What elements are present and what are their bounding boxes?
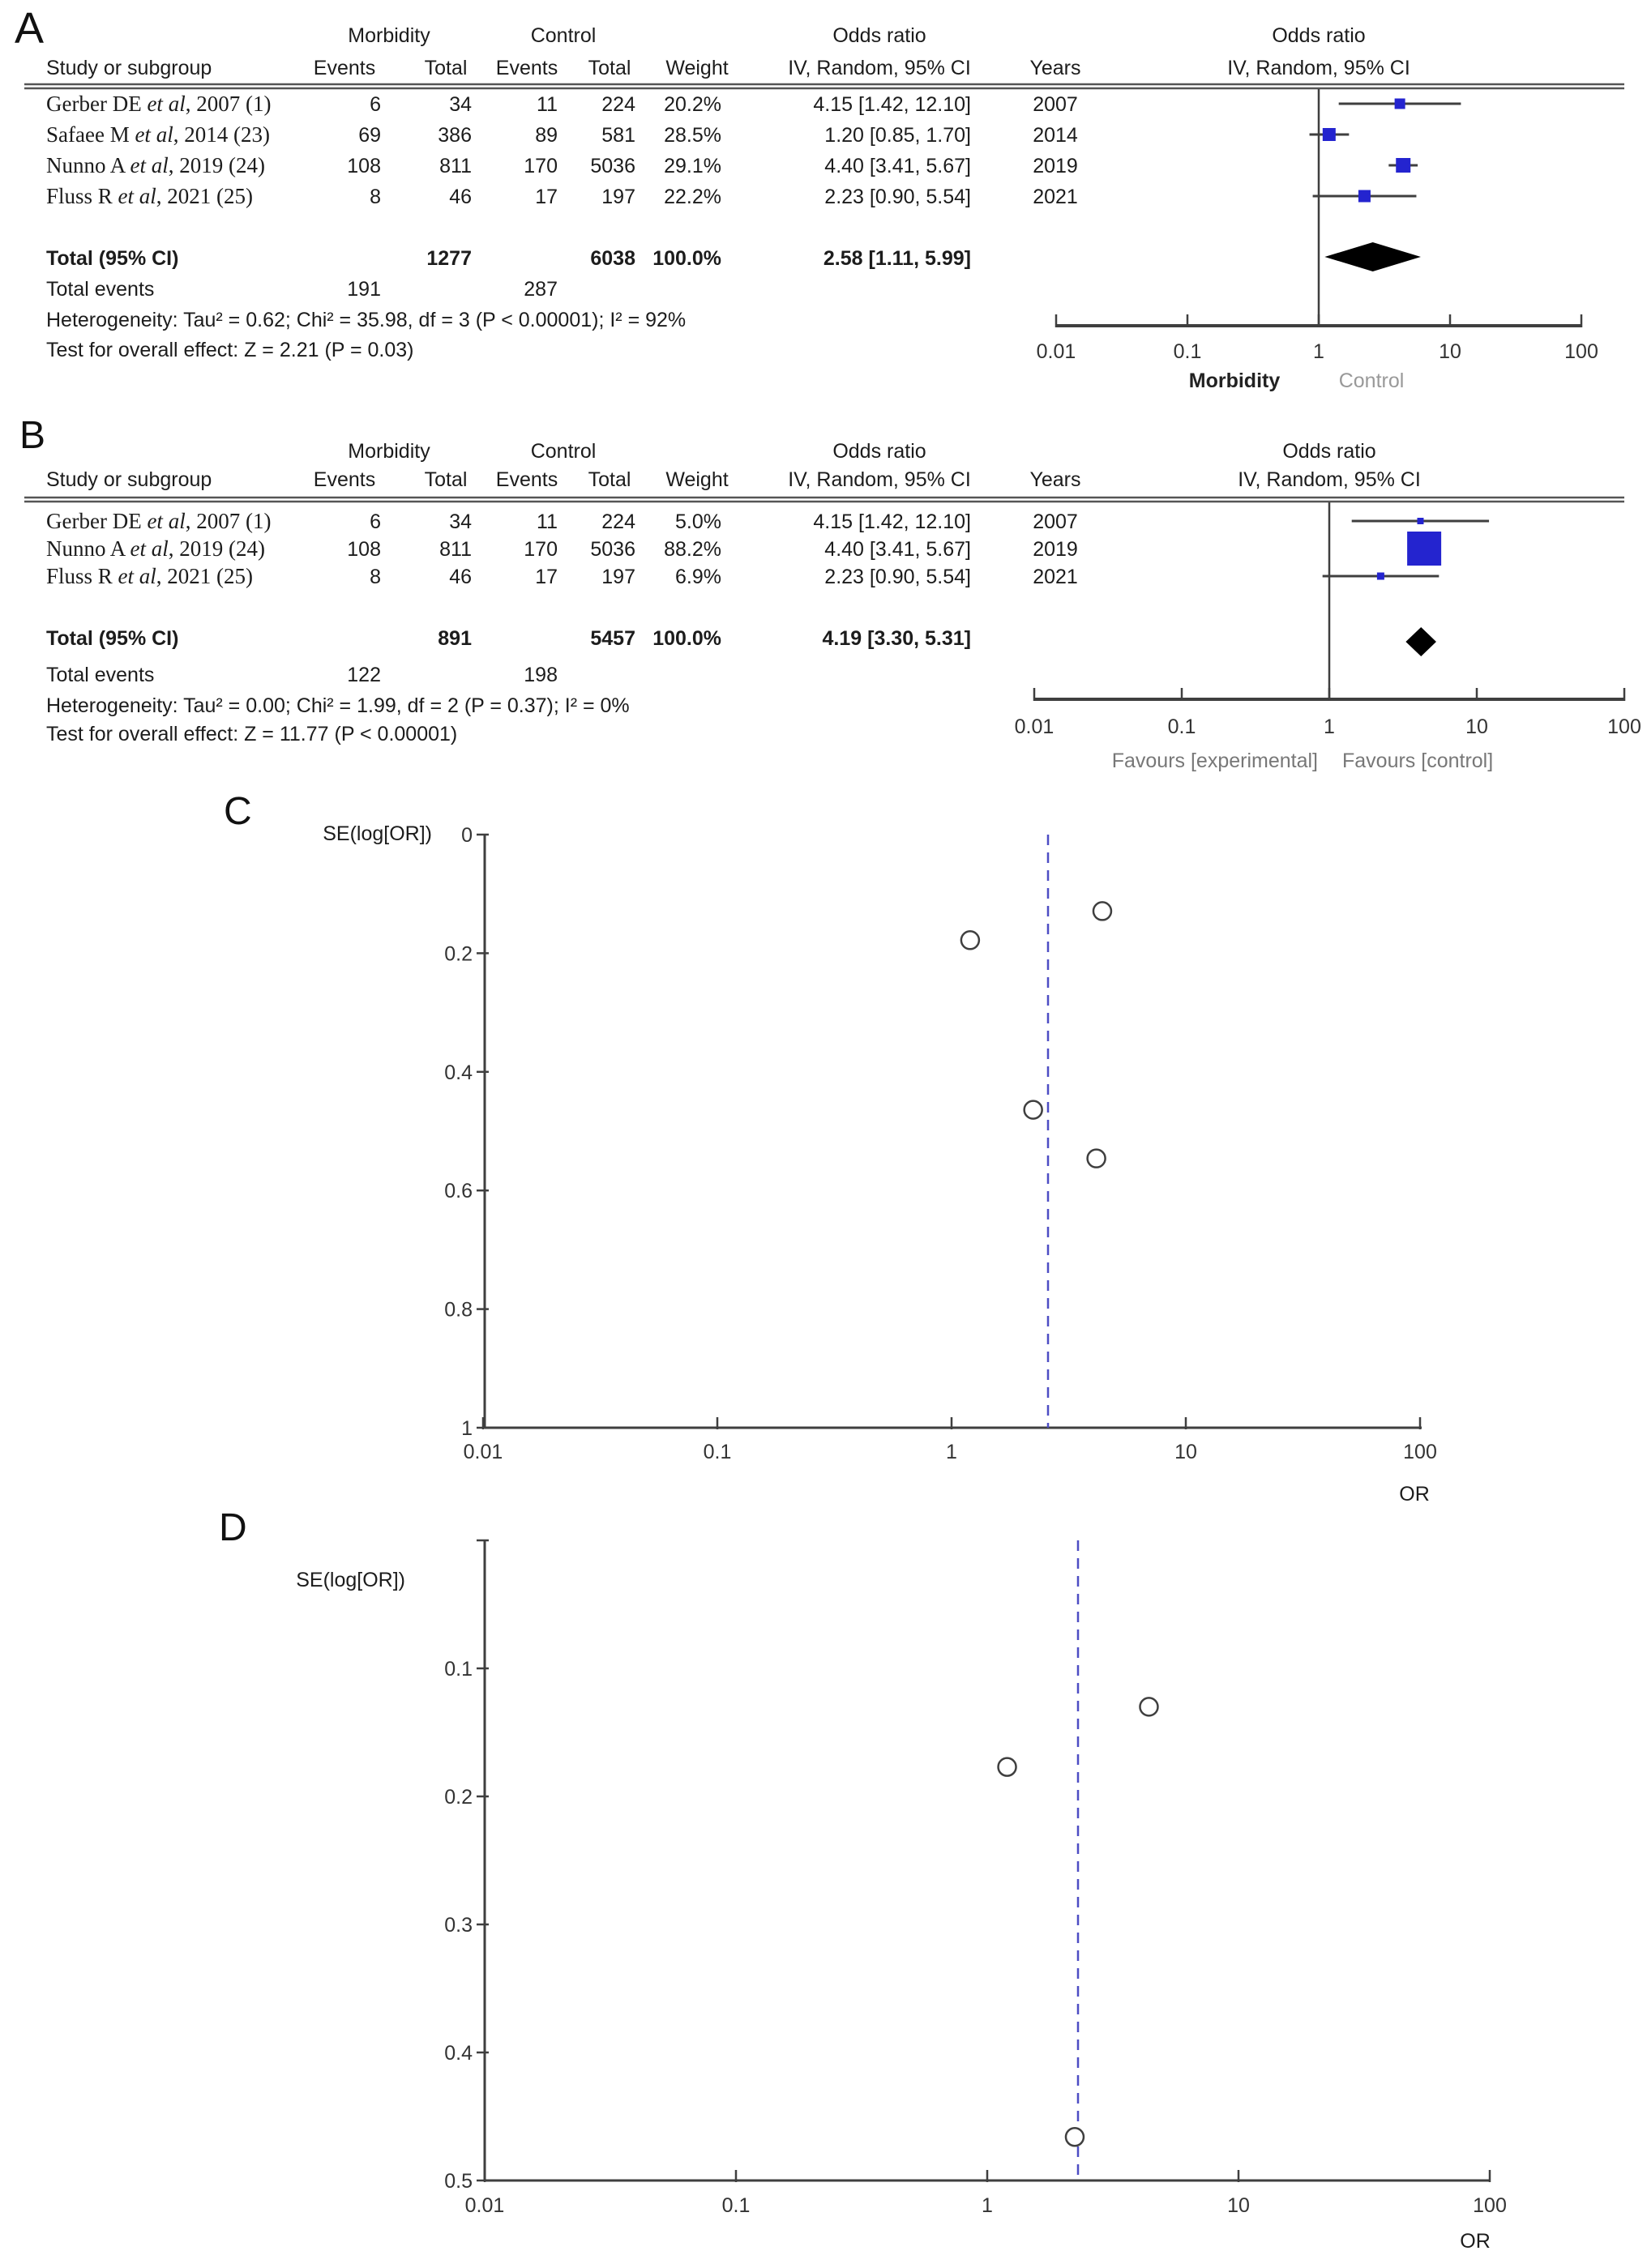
or-axis-tick-label: 100 — [1564, 340, 1598, 363]
or-axis-tick-label: 0.01 — [1036, 340, 1076, 363]
col-group-morbidity: Morbidity — [348, 440, 430, 463]
cell-events-morbidity: 6 — [370, 93, 381, 116]
col-group-odds-ratio-plot: Odds ratio — [1272, 24, 1366, 47]
cell-total-control: 197 — [601, 186, 635, 208]
col-header-or-method-plot: IV, Random, 95% CI — [1227, 57, 1410, 79]
funnel-x-tick-label: 1 — [946, 1441, 957, 1463]
or-axis-tick-label: 1 — [1324, 715, 1335, 738]
total-morbidity: 891 — [438, 627, 472, 650]
cell-total-morbidity: 34 — [449, 93, 472, 116]
col-header-events-control: Events — [495, 468, 558, 491]
total-events-control: 287 — [524, 278, 558, 301]
col-header-total-morbidity: Total — [424, 468, 468, 491]
cell-total-morbidity: 34 — [449, 510, 472, 533]
funnel-x-axis-label: OR — [1460, 2230, 1491, 2253]
or-axis-tick-label: 10 — [1439, 340, 1461, 363]
cell-events-control: 170 — [524, 538, 558, 561]
or-axis-tick-label: 1 — [1313, 340, 1324, 363]
cell-or-ci: 4.15 [1.42, 12.10] — [813, 93, 971, 116]
cell-weight: 6.9% — [675, 566, 721, 588]
funnel-y-axis-label: SE(log[OR]) — [296, 1569, 405, 1591]
funnel-x-tick-label: 0.01 — [463, 1441, 503, 1463]
cell-events-control: 11 — [537, 510, 558, 533]
study-point-circle — [1025, 1101, 1042, 1119]
total-control: 5457 — [590, 627, 635, 650]
cell-total-morbidity: 811 — [439, 538, 472, 561]
cell-events-morbidity: 69 — [358, 124, 381, 147]
cell-events-control: 17 — [535, 566, 558, 588]
funnel-x-tick-label: 0.1 — [703, 1441, 732, 1463]
cell-events-control: 11 — [537, 93, 558, 116]
or-axis-tick-label: 0.1 — [1173, 340, 1202, 363]
cell-weight: 29.1% — [664, 155, 721, 177]
study-name: Gerber DE et al, 2007 (1) — [46, 92, 272, 116]
panel-d-label: D — [219, 1506, 247, 1549]
funnel-x-tick-label: 1 — [982, 2194, 993, 2217]
funnel-y-tick-label: 1 — [461, 1417, 473, 1440]
funnel-y-tick-label: 0.8 — [444, 1298, 473, 1322]
or-axis-tick-label: 0.01 — [1014, 715, 1055, 738]
cell-weight: 22.2% — [664, 186, 721, 208]
funnel-plot-panel-d — [296, 1540, 1507, 2253]
cell-weight: 20.2% — [664, 93, 721, 116]
cell-or-ci: 2.23 [0.90, 5.54] — [824, 186, 971, 208]
cell-year: 2021 — [1033, 566, 1078, 588]
study-name: Fluss R et al, 2021 (25) — [46, 184, 254, 208]
col-header-study: Study or subgroup — [46, 468, 212, 491]
total-row-label: Total (95% CI) — [46, 627, 179, 650]
funnel-y-tick-label: 0 — [461, 824, 473, 847]
funnel-y-tick-label: 0.3 — [444, 1914, 473, 1937]
col-group-odds-ratio-text: Odds ratio — [832, 440, 926, 463]
funnel-y-tick-label: 0.4 — [444, 2042, 473, 2065]
col-group-control: Control — [530, 440, 597, 463]
total-morbidity: 1277 — [426, 247, 472, 270]
study-name: Safaee M et al, 2014 (23) — [46, 122, 270, 147]
col-header-total-control: Total — [588, 468, 631, 491]
axis-left-group-label: Morbidity — [1188, 369, 1281, 392]
cell-total-morbidity: 811 — [439, 155, 472, 177]
col-header-total-morbidity: Total — [424, 57, 468, 79]
panel-a-label: A — [15, 4, 45, 53]
col-header-weight: Weight — [665, 57, 729, 79]
cell-or-ci: 4.40 [3.41, 5.67] — [824, 538, 971, 561]
cell-weight: 88.2% — [664, 538, 721, 561]
panel-c-label: C — [224, 790, 252, 833]
pooled-effect-diamond — [1405, 627, 1436, 656]
or-point-marker — [1377, 573, 1384, 580]
cell-total-control: 197 — [601, 566, 635, 588]
study-name: Fluss R et al, 2021 (25) — [46, 564, 254, 588]
cell-events-control: 89 — [535, 124, 558, 147]
favours-experimental-label: Favours [experimental] — [1111, 750, 1318, 772]
col-group-morbidity: Morbidity — [348, 24, 430, 47]
funnel-x-tick-label: 0.1 — [721, 2194, 751, 2217]
total-control: 6038 — [590, 247, 635, 270]
axis-right-group-label: Control — [1338, 369, 1405, 392]
funnel-x-axis-label: OR — [1399, 1483, 1430, 1506]
study-point-circle — [1093, 902, 1111, 920]
funnel-plot-panel-c — [323, 822, 1437, 1506]
funnel-y-tick-label: 0.5 — [444, 2170, 473, 2193]
cell-weight: 28.5% — [664, 124, 721, 147]
or-point-marker — [1396, 158, 1410, 173]
cell-year: 2021 — [1033, 186, 1078, 208]
or-point-marker — [1323, 128, 1336, 141]
cell-year: 2019 — [1033, 538, 1078, 561]
cell-total-control: 224 — [601, 93, 635, 116]
study-point-circle — [1140, 1698, 1157, 1715]
study-name: Nunno A et al, 2019 (24) — [46, 153, 266, 177]
total-events-label: Total events — [46, 664, 155, 686]
study-name: Gerber DE et al, 2007 (1) — [46, 509, 272, 533]
study-point-circle — [1088, 1150, 1106, 1168]
total-events-control: 198 — [524, 664, 558, 686]
or-point-marker — [1407, 532, 1441, 566]
funnel-y-axis-label: SE(log[OR]) — [323, 822, 432, 845]
pooled-effect-diamond — [1324, 242, 1421, 271]
col-header-total-control: Total — [588, 57, 631, 79]
funnel-y-tick-label: 0.1 — [444, 1658, 473, 1681]
col-header-or-method-text: IV, Random, 95% CI — [788, 57, 971, 79]
funnel-x-tick-label: 10 — [1174, 1441, 1197, 1463]
study-point-circle — [999, 1758, 1016, 1776]
cell-events-morbidity: 8 — [370, 566, 381, 588]
or-point-marker — [1358, 190, 1371, 203]
or-point-marker — [1395, 99, 1405, 109]
col-group-odds-ratio-plot: Odds ratio — [1282, 440, 1376, 463]
col-header-events-control: Events — [495, 57, 558, 79]
cell-year: 2014 — [1033, 124, 1078, 147]
cell-or-ci: 4.15 [1.42, 12.10] — [813, 510, 971, 533]
cell-events-morbidity: 108 — [347, 155, 381, 177]
col-group-control: Control — [530, 24, 597, 47]
or-axis-tick-label: 100 — [1607, 715, 1641, 738]
cell-events-morbidity: 108 — [347, 538, 381, 561]
total-or-ci: 4.19 [3.30, 5.31] — [822, 627, 971, 650]
total-events-label: Total events — [46, 278, 155, 301]
total-weight: 100.0% — [652, 627, 721, 650]
total-or-ci: 2.58 [1.11, 5.99] — [823, 247, 971, 270]
study-point-circle — [1066, 2128, 1084, 2146]
total-events-morbidity: 122 — [347, 664, 381, 686]
funnel-x-tick-label: 100 — [1403, 1441, 1437, 1463]
col-header-or-method-text: IV, Random, 95% CI — [788, 468, 971, 491]
overall-effect-stats: Test for overall effect: Z = 2.21 (P = 0.03) — [46, 339, 414, 361]
col-header-weight: Weight — [665, 468, 729, 491]
cell-events-morbidity: 6 — [370, 510, 381, 533]
funnel-y-tick-label: 0.2 — [444, 1786, 473, 1809]
col-header-or-method-plot: IV, Random, 95% CI — [1238, 468, 1421, 491]
forest-plot-panel-a — [24, 24, 1624, 392]
or-axis-tick-label: 0.1 — [1167, 715, 1196, 738]
cell-total-control: 581 — [601, 124, 635, 147]
funnel-x-tick-label: 0.01 — [464, 2194, 505, 2217]
funnel-y-tick-label: 0.4 — [444, 1061, 473, 1084]
or-axis-tick-label: 10 — [1465, 715, 1488, 738]
cell-total-morbidity: 46 — [449, 566, 472, 588]
heterogeneity-stats: Heterogeneity: Tau² = 0.00; Chi² = 1.99, df = 2 (P = 0.37); I² = 0% — [46, 694, 630, 717]
funnel-x-tick-label: 100 — [1473, 2194, 1507, 2217]
cell-total-morbidity: 386 — [438, 124, 472, 147]
col-group-odds-ratio-text: Odds ratio — [832, 24, 926, 47]
cell-weight: 5.0% — [675, 510, 721, 533]
cell-total-control: 5036 — [590, 538, 635, 561]
cell-year: 2007 — [1033, 510, 1078, 533]
cell-year: 2007 — [1033, 93, 1078, 116]
total-events-morbidity: 191 — [347, 278, 381, 301]
favours-control-label: Favours [control] — [1342, 750, 1494, 772]
heterogeneity-stats: Heterogeneity: Tau² = 0.62; Chi² = 35.98, df = 3 (P < 0.00001); I² = 92% — [46, 309, 687, 331]
col-header-events-morbidity: Events — [313, 468, 376, 491]
cell-total-morbidity: 46 — [449, 186, 472, 208]
cell-events-morbidity: 8 — [370, 186, 381, 208]
col-header-years: Years — [1029, 57, 1081, 79]
study-name: Nunno A et al, 2019 (24) — [46, 536, 266, 561]
cell-or-ci: 2.23 [0.90, 5.54] — [824, 566, 971, 588]
overall-effect-stats: Test for overall effect: Z = 11.77 (P < 0.00001) — [46, 723, 458, 745]
panel-b-label: B — [19, 414, 46, 457]
cell-total-control: 5036 — [590, 155, 635, 177]
forest-plot-panel-b — [24, 440, 1641, 772]
col-header-study: Study or subgroup — [46, 57, 212, 79]
col-header-years: Years — [1029, 468, 1081, 491]
total-row-label: Total (95% CI) — [46, 247, 179, 270]
cell-or-ci: 1.20 [0.85, 1.70] — [824, 124, 971, 147]
funnel-y-tick-label: 0.6 — [444, 1180, 473, 1203]
funnel-y-tick-label: 0.2 — [444, 942, 473, 966]
col-header-events-morbidity: Events — [313, 57, 376, 79]
cell-total-control: 224 — [601, 510, 635, 533]
cell-events-control: 170 — [524, 155, 558, 177]
cell-year: 2019 — [1033, 155, 1078, 177]
or-point-marker — [1417, 518, 1423, 524]
cell-or-ci: 4.40 [3.41, 5.67] — [824, 155, 971, 177]
funnel-x-tick-label: 10 — [1227, 2194, 1250, 2217]
cell-events-control: 17 — [535, 186, 558, 208]
total-weight: 100.0% — [652, 247, 721, 270]
study-point-circle — [961, 931, 979, 949]
